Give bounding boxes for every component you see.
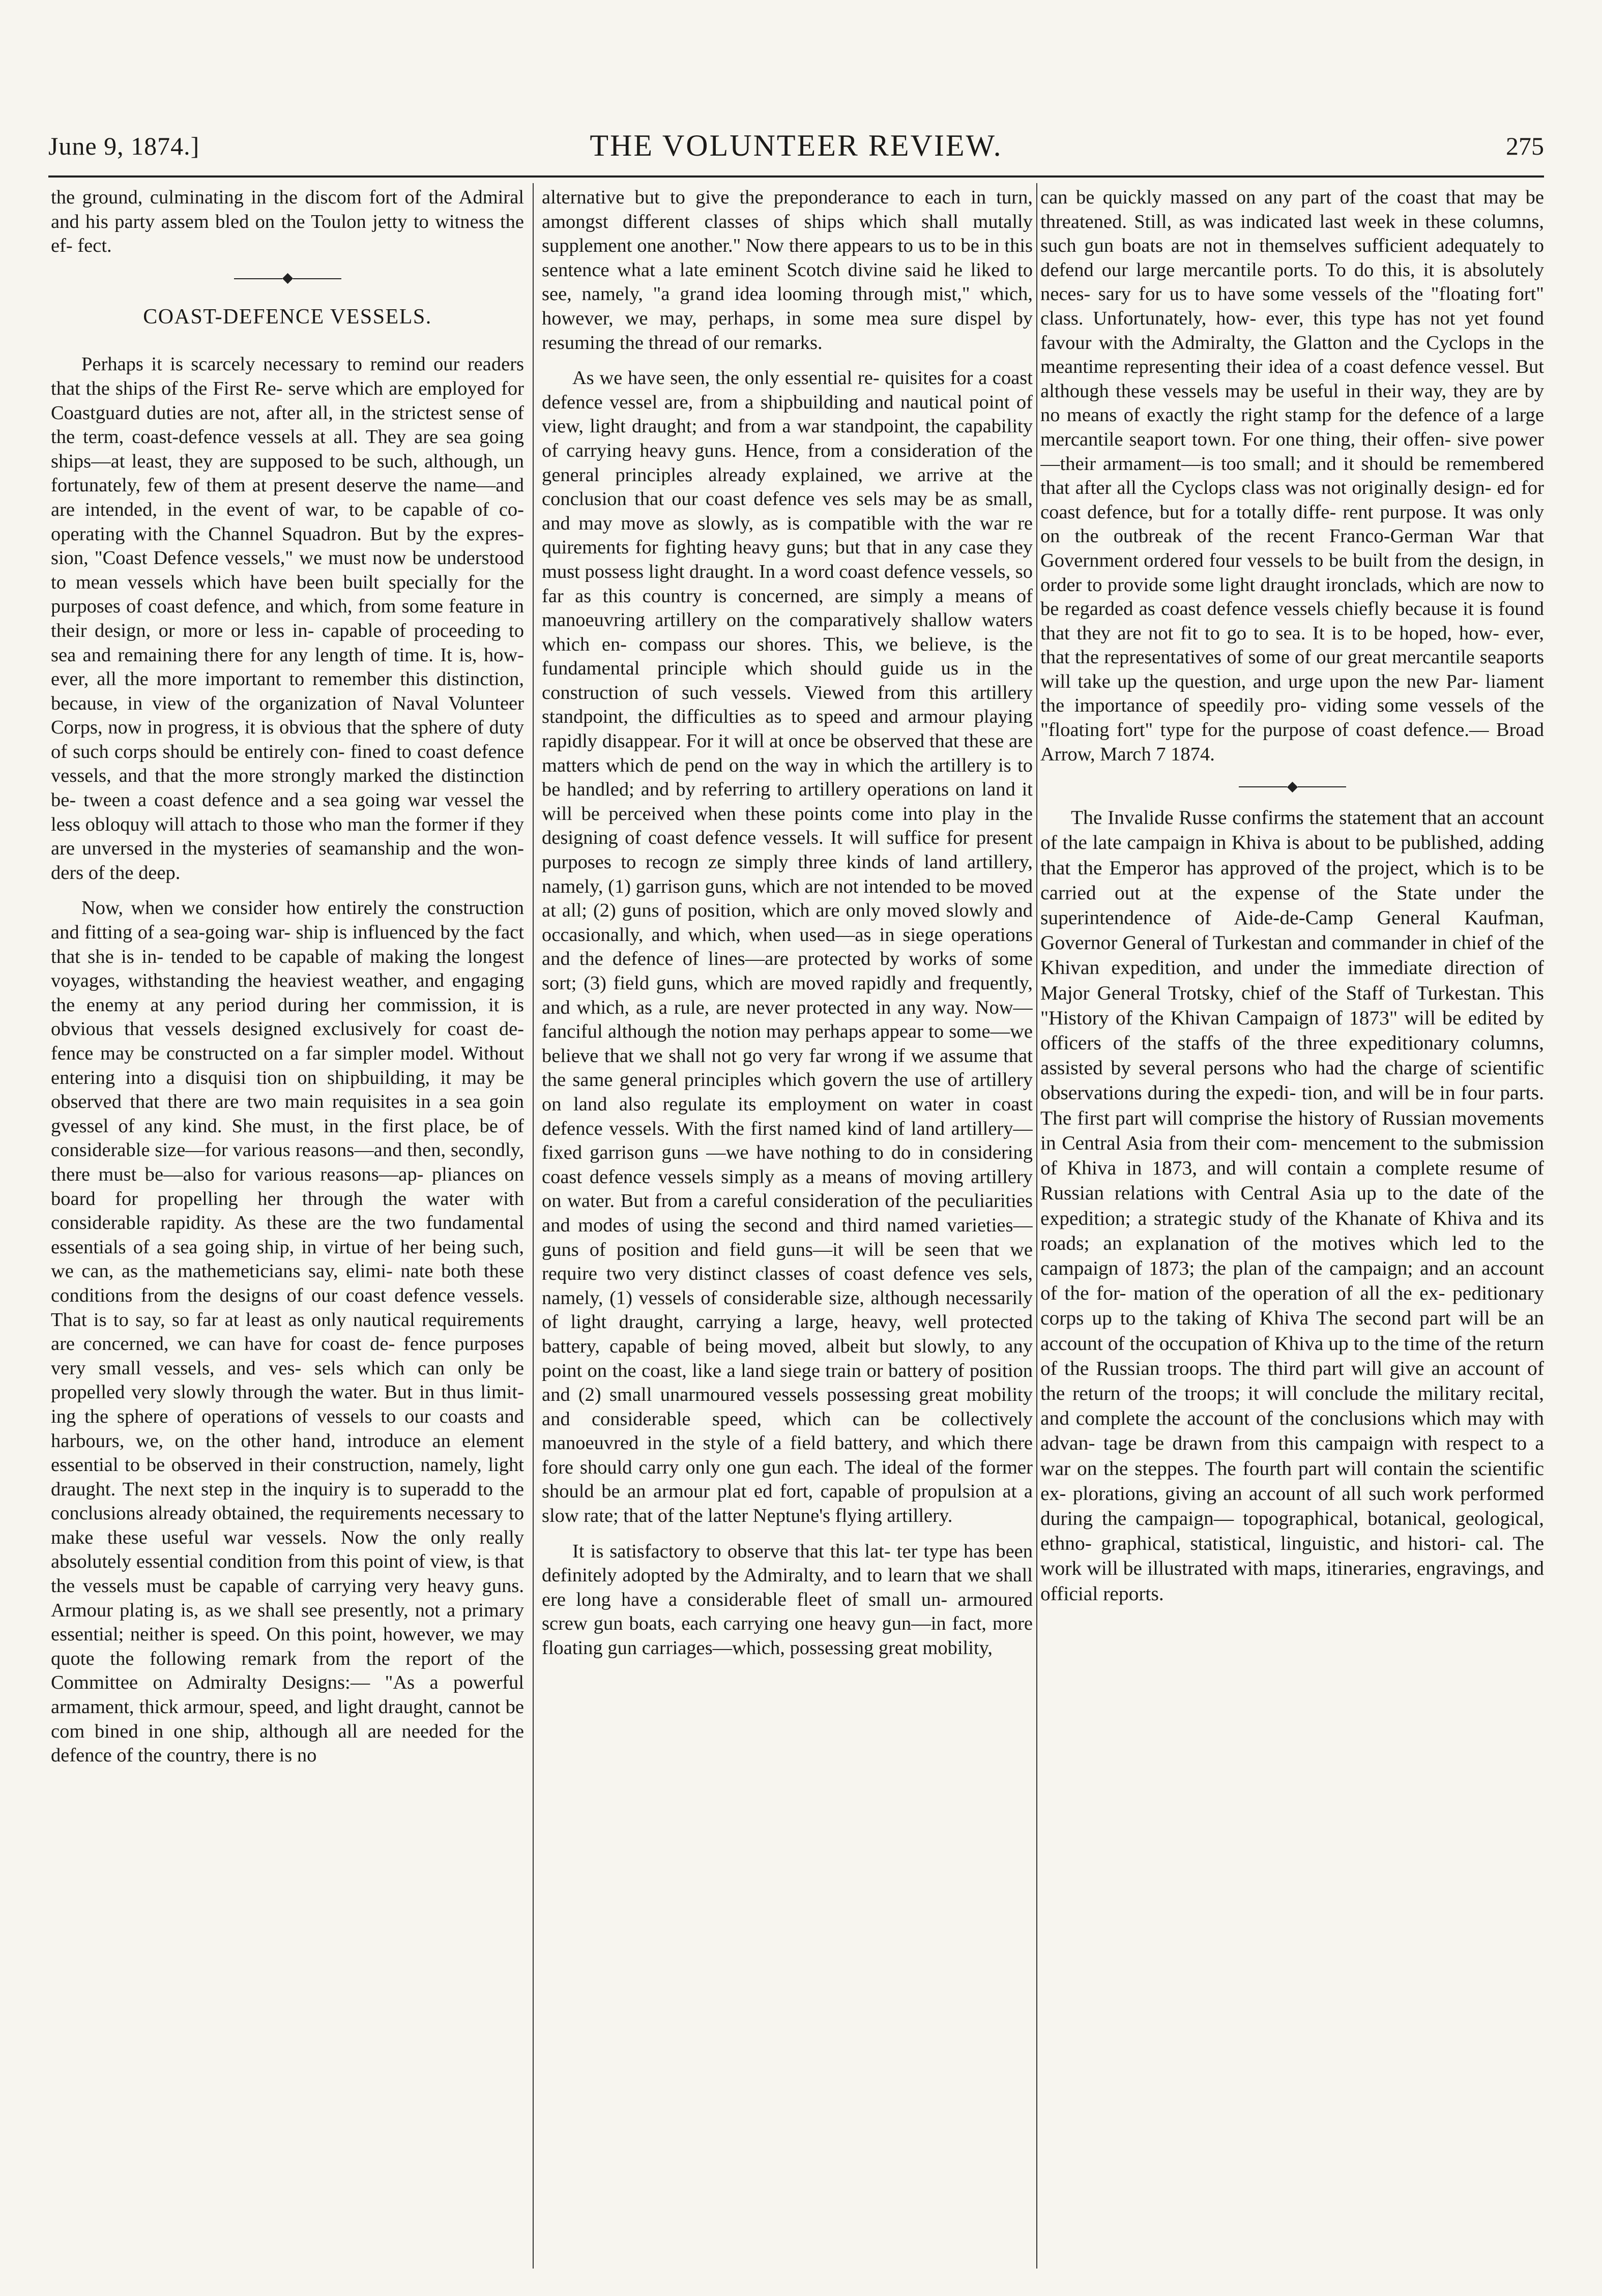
section-ornament [51, 274, 524, 284]
column-2 [542, 186, 1033, 2261]
article-heading: COAST-DEFENCE VESSELS. [143, 305, 432, 329]
issue-date: June 9, 1874.] [48, 132, 200, 160]
article-paragraph: can be quickly massed on any part of the coast that may be threatened. Still, as was indicated last week in these columns, such gun boats are not in themselves sufficient adequately to defend our large mercantile ports. To do this, it is absolutely neces- sary for us to have some vessels of the "floating fort" class. Unfortunately, how- ever, this type has not yet found favour with the Admiralty, the Glatton and the Cyclops in the meantime representing their idea of a coast defence vessel. But although these vessels may be useful in their way, they are by no means of exactly the right stamp for the defence of a large mercantile seaport town. For one thing, their offen- sive power—their armament—is too small; and it should be remembered that after all the Cyclops class was not originally design- ed for coast defence, but for a totally diffe- rent purpose. It was only on the outbreak of the recent Franco-German War that Government ordered four vessels to be built from the design, in order to provide some light draught ironclads, which are now to be regarded as coast defence vessels chiefly because it is found that they are not fit to go to sea. It is to be hoped, how- ever, that the representatives of some of our great mercantile seaports will take up the question, and urge upon the new Par- liament the importance of speedily pro- viding some vessels of the "floating fort" type for the purpose of coast defence.— Broad Arrow, March 7 1874. [1040, 187, 1544, 765]
header-rule [48, 175, 1544, 178]
newspaper-title: THE VOLUNTEER REVIEW. [590, 129, 1003, 162]
article-paragraph: Perhaps it is scarcely necessary to remind our readers that the ships of the First Re- serve which are employed for Coastguard duties are not, after all, in the strictest sense of the term, coast-defence vessels at all. They are sea going ships—at least, they are supposed to be such, although, un fortunately, few of them at present deserve the name—and are intended, in the event of war, to be capable of co-operating with the Channel Squadron. But by the expres- sion, "Coast Defence vessels," we must now be understood to mean vessels which have been built specially for the purposes of coast defence, and which, from some feature in their design, or more or less in- capable of proceeding to sea and remaining there for any length of time. It is, how- ever, all the more important to remember this distinction, because, in view of the organization of Naval Volunteer Corps, now in progress, it is obvious that the sphere of duty of such corps should be entirely con- fined to coast defence vessels, and that the more strongly marked the distinction be- tween a coast defence and a sea going war vessel the less obloquy will attach to those who man the former if they are unversed in the mysteries of seamanship and the won- ders of the deep. [51, 354, 524, 884]
article-paragraph: alternative but to give the preponderance to each in turn, amongst different classes of ships which shall mutally supplement one another." Now there appears to us to be in this sentence what a late eminent Scotch divine said he liked to see, namely, "a grand idea looming through mist," which, however, we may, perhaps, in some mea sure dispel by resuming the thread of our remarks. [542, 187, 1033, 354]
page-header [48, 131, 1544, 172]
column-1 [51, 186, 524, 2261]
continued-text: the ground, culminating in the discom fort of the Admiral and his party assem bled on the Toulon jetty to witness the ef- fect. [51, 187, 524, 257]
article-paragraph: It is satisfactory to observe that this lat- ter type has been definitely adopted by the Admiralty, and to learn that we shall ere long have a considerable fleet of small un- armoured screw gun boats, each carrying one heavy gun—in fact, more floating gun carriages—which, possessing great mobility, [542, 1540, 1033, 1659]
column-divider [1036, 183, 1037, 2269]
column-divider [533, 183, 534, 2269]
column-3 [1040, 186, 1544, 2261]
section-ornament [1040, 782, 1544, 792]
article-paragraph: Now, when we consider how entirely the construction and fitting of a sea-going war- ship is influenced by the fact that she is in- tended to be capable of making the longest voyages, withstanding the heaviest weather, and engaging the enemy at any period during her commission, it is obvious that vessels designed exclusively for coast de- fence may be constructed on a far simpler model. Without entering into a disquisi tion on shipbuilding, it may be observed that there are two main requisites in a sea goin gvessel of any kind. She must, in the first place, be of considerable size—for various reasons—and then, secondly, there must be—also for various reasons—ap- pliances on board for propelling her through the water with considerable rapidity. As these are the two fundamental essentials of a sea going ship, in virtue of her being such, we can, as the mathemeticians say, elimi- nate both these conditions from the designs of our coast defence vessels. That is to say, so far at least as only nautical requirements are concerned, we can have for coast de- fence purposes very small vessels, and ves- sels which can only be propelled very slowly through the water. But in thus limit- ing the sphere of operations of vessels to our coasts and harbours, we, on the other hand, introduce an element essential to be observed in their construction, namely, light draught. The next step in the inquiry is to superadd to the conclusions already obtained, the requirements necessary to make these useful war vessels. Now the only really absolutely essential condition from this point of view, is that the vessels must be capable of carrying very heavy guns. Armour plating is, as we shall see presently, not a primary essential; neither is speed. On this point, however, we may quote the following remark from the report of the Committee on Admiralty Designs:— "As a powerful armament, thick armour, speed, and light draught, cannot be com bined in one ship, although all are needed for the defence of the country, there is no [51, 897, 524, 1767]
article-paragraph: As we have seen, the only essential re- quisites for a coast defence vessel are, from a shipbuilding and nautical point of view, light draught; and from a war standpoint, the capability of carrying heavy guns. Hence, from a consideration of the general principles already explained, we arrive at the conclusion that our coast defence ves sels may be as small, and may move as slowly, as is compatible with the war re quirements for fighting heavy guns; but that in any case they must possess light draught. In a word coast defence vessels, so far as this country is concerned, are simply a means of manoeuvring artillery on the comparatively shallow waters which en- compass our shores. This, we believe, is the fundamental principle which should guide us in the construction of such vessels. Viewed from this artillery standpoint, the difficulties as to speed and armour playing rapidly disappear. For it will at once be observed that these are matters which de pend on the way in which the artillery is to be handled; and by referring to artillery operations on land it will be perceived when these points come into play in the designing of coast defence vessels. It will suffice for present purposes to recogn ze simply three kinds of land artillery, namely, (1) garrison guns, which are not intended to be moved at all; (2) guns of position, which are only moved slowly and occasionally, and which, when used—as in siege operations and the defence of lines—are protected by works of some sort; (3) field guns, which are moved rapidly and frequently, and which, as a rule, are never protected in any way. Now—fanciful although the notion may perhaps appear to some—we believe that we shall not go very far wrong if we assume that the same general principles which govern the use of artillery on land also regulate its employment on water in coast defence vessels. With the first named kind of land artillery—fixed garrison guns —we have nothing to do in considering coast defence vessels simply as a means of moving artillery on water. But from a careful consideration of the peculiarities and modes of using the second and third named varieties—guns of position and field guns—it will be seen that we require two very distinct classes of coast defence ves sels, namely, (1) vessels of considerable size, although necessarily of light draught, carrying a large, heavy, well protected battery, capable of being moved, albeit but slowly, to any point on the coast, like a land siege train or battery of position and (2) small unarmoured vessels possessing great mobility and considerable speed, which can be collectively manoeuvred in the style of a field battery, and which there fore should carry only one gun each. The ideal of the former should be an armour plat ed fort, capable of propulsion at a slow rate; that of the latter Neptune's flying artillery. [542, 367, 1033, 1527]
page-number: 275 [1506, 132, 1544, 160]
news-item-paragraph: The Invalide Russe confirms the statement that an account of the late campaign in Khiva is about to be published, adding that the Emperor has approved of the project, which is to be carried out at the expense of the State under the superintendence of Aide-de-Camp General Kaufman, Governor General of Turkestan and commander in chief of the Khivan expedition, and under the immediate direction of Major General Trotsky, chief of the Staff of Turkestan. This "History of the Khivan Campaign of 1873" will be edited by officers of the staffs of the three expeditionary columns, assisted by several persons who had the charge of scientific observations during the expedi- tion, and will be in four parts. The first part will comprise the history of Russian movements in Central Asia from their com- mencement to the submission of Khiva in 1873, and will contain a complete resume of Russian relations with Central Asia up to the date of the expedition; a strategic study of the Khanate of Khiva and its roads; an explanation of the motives which led to the campaign of 1873; the plan of the campaign; and an account of the for- mation of the operation of all the ex- peditionary corps up to the taking of Khiva The second part will be an account of the occupation of Khiva up to the time of the return of the Russian troops. The third part will give an account of the return of the troops; it will conclude the military recital, and complete the account of the conclusions which may with advan- tage be drawn from this campaign with respect to a war on the steppes. The fourth part will contain the scientific ex- plorations, giving an account of all such work performed during the campaign— topographical, botanical, geological, ethno- graphical, statistical, linguistic, and histori- cal. The work will be illustrated with maps, itineraries, engravings, and official reports. [1040, 806, 1544, 1605]
